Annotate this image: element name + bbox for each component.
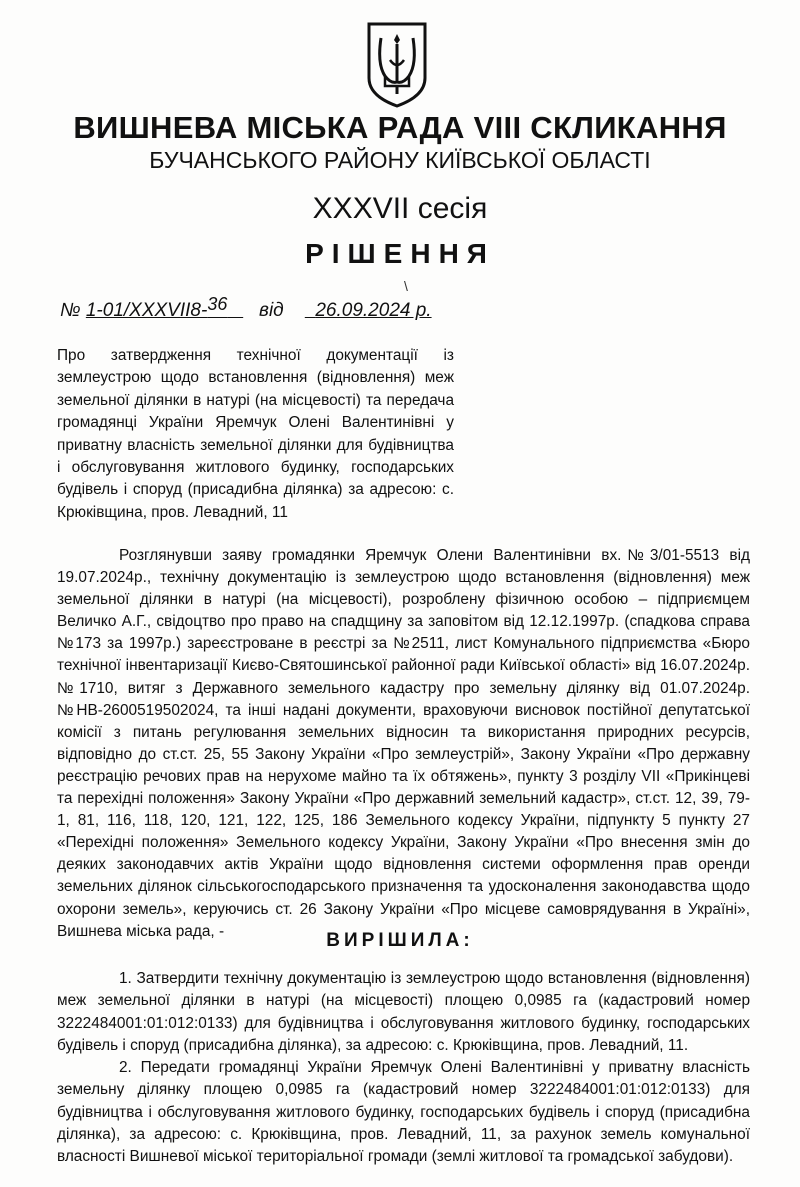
- session-number: XXXVII сесія: [312, 192, 488, 225]
- handwritten-number: 36: [207, 294, 228, 314]
- coat-of-arms-icon: [363, 20, 431, 108]
- decision-subject: Про затвердження технічної документації із землеустрою щодо встановлення (відновлення) меж земельної ділянки в натурі (на місцевості) та передача громадянці України Яремчук Олені Валентинівні у приватну власність земельної ділянки для будівництва і обслуговування житлового будинку, господарських будівель і споруд (присадибна ділянка) за адресою: с. Крюківщина, пров. Левадний, 11: [57, 347, 454, 521]
- number-sign: №: [60, 300, 81, 321]
- resolution-item-2: 2. Передати громадянці України Яремчук Олені Валентинівні у приватну власність земельну ділянку площею 0,0985 га (кадастровий номер 3222484001:01:012:0133) для будівництва і обслуговування житлового будинку, господарських будівель і споруд (присадибна ділянка), за адресою: с. Крюківщина, пров. Левадний, 11, за рахунок земель комунальної власності Вишневої міської територіальної громади (землі житлової та громадської забудови).: [57, 1059, 750, 1166]
- decision-number: 1-01/XXXVII8-36: [85, 294, 228, 321]
- preamble-paragraph: Розглянувши заяву громадянки Яремчук Олени Валентинівни вх.№3/01-5513 від 19.07.2024р., технічну документацію із землеустрою щодо встановлення (відновлення) меж земельної ділянки в натурі (на місцевості), розроблену фізичною особою – підприємцем Величко А.Г., свідоцтво про право на спадщину за заповітом від 12.12.1997р. (спадкова справа №173 за 1997р.) зареєстроване в реєстрі за №2511, лист Комунального підприємства «Бюро технічної інвентаризації Києво-Святошинської районної ради Київської області» від 16.07.2024р. №1710, витяг з Державного земельного кадастру про земельну ділянку від 01.07.2024р. №НВ-2600519502024, та інші надані документи, враховуючи висновок постійної депутатської комісії з питань регулювання земельних відносин та використання природних ресурсів, відповідно до ст.ст. 25, 55 Закону України «Про землеустрій», Закону України «Про державну реєстрацію речових прав на нерухоме майно та їх обтяжень», пункту 3 розділу VII «Прикінцеві та перехідні положення» Закону України «Про державний земельний кадастр», ст.ст. 12, 39, 79-1, 81, 116, 118, 120, 121, 122, 125, 186 Земельного кодексу України, підпункту 5 пункту 27 «Перехідні положення» Земельного кодексу України, Закону України «Про внесення змін до деяких законодавчих актів України щодо відновлення системи оформлення прав оренди земельних ділянок сільськогосподарського призначення та удосконалення законодавства щодо охорони земель», керуючись ст. 26 Закону України «Про місцеве самоврядування в Україні», Вишнева міська рада, -: [57, 547, 750, 940]
- resolution-item-1: 1. Затвердити технічну документацію із землеустрою щодо встановлення (відновлення) меж земельної ділянки в натурі (на місцевості) площею 0,0985 га (кадастровий номер 3222484001:01:012:0133) для будівництва і обслуговування житлового будинку, господарських будівель і споруд (присадибна ділянка), за адресою: с. Крюківщина, пров. Левадний, 11.: [57, 970, 750, 1054]
- pen-mark: \: [404, 278, 408, 294]
- document-type: РІШЕННЯ: [305, 238, 495, 269]
- resolved-heading: ВИРІШИЛА:: [326, 930, 474, 951]
- decision-number-line: [60, 294, 432, 322]
- council-title: ВИШНЕВА МІСЬКА РАДА VIII СКЛИКАННЯ: [73, 110, 727, 145]
- decision-date: 26.09.2024 р.: [315, 300, 432, 321]
- preamble: [57, 545, 750, 943]
- district-subtitle: БУЧАНСЬКОГО РАЙОНУ КИЇВСЬКОЇ ОБЛАСТІ: [149, 147, 651, 173]
- resolution-items: [57, 968, 750, 1169]
- from-word: від: [259, 300, 284, 321]
